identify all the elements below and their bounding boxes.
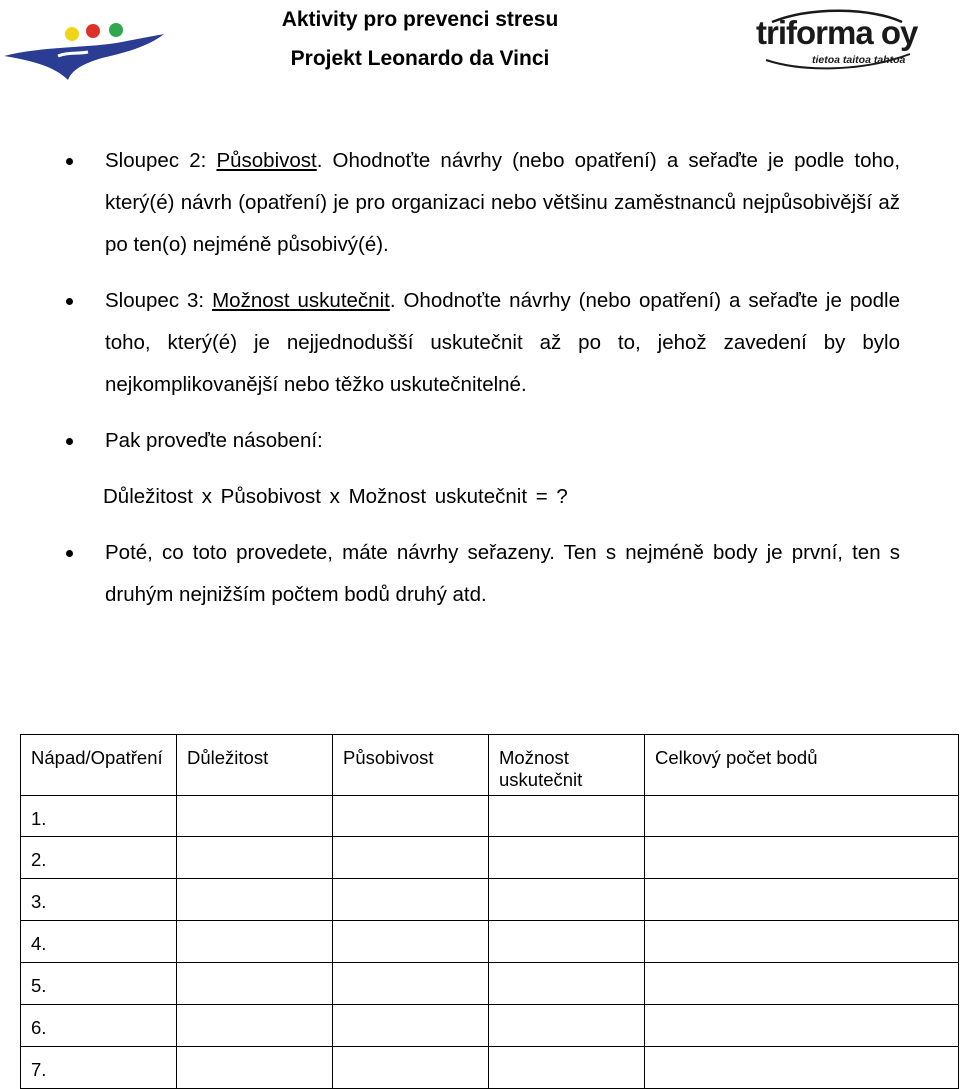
table-cell[interactable] <box>489 921 645 963</box>
column-header-effectiveness: Působivost <box>333 735 489 796</box>
table-row <box>21 796 959 837</box>
header-title: Aktivity pro prevenci stresu <box>281 8 559 31</box>
table-cell[interactable] <box>645 963 959 1005</box>
table-cell[interactable] <box>333 963 489 1005</box>
table-row <box>21 879 959 921</box>
table-cell[interactable] <box>177 796 333 837</box>
column-term: Možnost uskutečnit <box>212 289 390 312</box>
table-row <box>21 963 959 1005</box>
column-header-total: Celkový počet bodů <box>645 735 959 796</box>
list-item <box>0 420 900 462</box>
table-cell[interactable] <box>645 1005 959 1047</box>
item-text: Poté, co toto provedete, máte návrhy seřazeny. Ten s nejméně body je první, ten s druhým nejnižším počtem bodů druhý atd. <box>105 541 900 606</box>
item-text: . Ohodnoťte návrhy (nebo opatření) a seřaďte je podle toho, který(é) návrh (opatření) je pro organizaci nebo většinu zaměstnanců nejpůsobivější až po ten(o) nejméně působivý(é). <box>105 149 901 256</box>
table-cell[interactable] <box>333 1005 489 1047</box>
formula: Důležitost x Působivost x Možnost uskutečnit = ? <box>103 485 568 508</box>
table-cell[interactable] <box>645 796 959 837</box>
row-number: 7. <box>21 1047 177 1089</box>
table-cell[interactable] <box>645 879 959 921</box>
triforma-logo <box>752 8 918 72</box>
table-cell[interactable] <box>333 879 489 921</box>
table-cell[interactable] <box>333 921 489 963</box>
table-cell[interactable] <box>489 879 645 921</box>
table-cell[interactable] <box>645 1047 959 1089</box>
column-header-importance: Důležitost <box>177 735 333 796</box>
rating-table <box>20 734 959 1089</box>
row-number: 6. <box>21 1005 177 1047</box>
table-row <box>21 837 959 879</box>
table-cell[interactable] <box>489 1005 645 1047</box>
column-header-idea: Nápad/Opatření <box>21 735 177 796</box>
list-item <box>0 140 900 266</box>
bullet-icon <box>66 438 73 445</box>
table-cell[interactable] <box>177 921 333 963</box>
item-text: Pak proveďte násobení: <box>105 429 323 452</box>
table-row <box>21 1005 959 1047</box>
triforma-tagline: tietoa taitoa tahtoa <box>812 54 906 66</box>
table-cell[interactable] <box>177 837 333 879</box>
column-label: Sloupec 2: <box>105 149 207 172</box>
row-number: 2. <box>21 837 177 879</box>
row-number: 5. <box>21 963 177 1005</box>
instruction-list <box>0 140 960 616</box>
row-number: 4. <box>21 921 177 963</box>
table-cell[interactable] <box>489 1047 645 1089</box>
table-row <box>21 1047 959 1089</box>
row-number: 1. <box>21 796 177 837</box>
bullet-icon <box>66 158 73 165</box>
table-cell[interactable] <box>177 879 333 921</box>
column-header-feasibility: Možnost uskutečnit <box>489 735 645 796</box>
item-text: . Ohodnoťte návrhy (nebo opatření) a seřaďte je podle toho, který(é) je nejjednodušší uskutečnit až po to, jehož zavedení by bylo nejkomplikovanější nebo těžko uskutečnitelné. <box>105 289 900 396</box>
table-cell[interactable] <box>645 921 959 963</box>
column-term: Působivost <box>216 149 317 172</box>
table-cell[interactable] <box>489 837 645 879</box>
table-header-row <box>21 735 959 796</box>
table-cell[interactable] <box>489 963 645 1005</box>
table-cell[interactable] <box>645 837 959 879</box>
table-cell[interactable] <box>333 837 489 879</box>
table-row <box>21 921 959 963</box>
row-number: 3. <box>21 879 177 921</box>
bullet-icon <box>66 298 73 305</box>
table-cell[interactable] <box>177 1005 333 1047</box>
table-cell[interactable] <box>177 963 333 1005</box>
triforma-brand-text: triforma oy <box>756 14 918 51</box>
table-cell[interactable] <box>177 1047 333 1089</box>
column-label: Sloupec 3: <box>105 289 205 312</box>
table-cell[interactable] <box>333 1047 489 1089</box>
header-subtitle: Projekt Leonardo da Vinci <box>290 47 550 70</box>
list-item <box>0 280 900 406</box>
table-cell[interactable] <box>333 796 489 837</box>
leonardo-logo-icon <box>2 18 166 84</box>
bullet-icon <box>66 550 73 557</box>
list-item <box>0 532 900 616</box>
table-cell[interactable] <box>489 796 645 837</box>
